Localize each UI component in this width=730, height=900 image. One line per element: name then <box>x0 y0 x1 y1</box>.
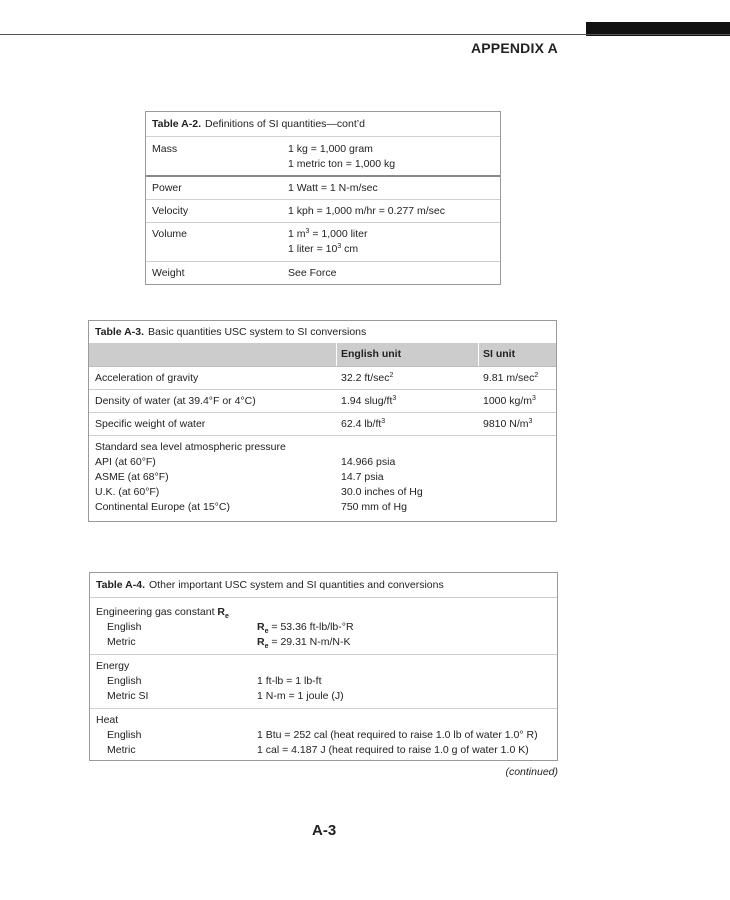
row-english: 32.2 $ft/\sec^2$ <box>341 372 394 384</box>
row-subname: Continental Europe (at 15°C) <box>95 501 230 513</box>
col-si-header: SI unit <box>483 348 516 360</box>
row-value: 1 kg = 1,000 gram <box>288 143 373 155</box>
row-name: Density of water (at 39.4°F or 4°C) <box>95 395 256 407</box>
row-value: $R_e = 53.36$ ft-lb/lb-°R <box>257 621 354 636</box>
row-value: 1 kph = 1,000 m/hr = 0.277 m/sec <box>288 205 446 217</box>
table-row <box>89 436 556 522</box>
page-number: A-3 <box>312 822 337 839</box>
table-header <box>89 343 556 367</box>
row-subname: U.K. (at 60°F) <box>95 486 160 498</box>
continued-note: (continued) <box>505 766 558 778</box>
caption-label: Table A-2. <box>152 118 202 130</box>
row-name: Volume <box>152 228 188 240</box>
caption-text: Definitions of SI quantities—cont’d <box>205 118 365 130</box>
row-value: 1 metric ton = 1,000 kg <box>288 158 396 170</box>
table-row <box>89 390 556 413</box>
row-subname: English <box>107 729 142 741</box>
table-row <box>146 177 500 200</box>
row-name: Energy <box>96 660 130 672</box>
table-row <box>146 262 500 286</box>
row-subname: English <box>107 621 142 633</box>
table-row <box>90 598 557 655</box>
table-a4-caption <box>90 573 557 598</box>
row-name: Weight <box>152 267 185 279</box>
row-english: 30.0 inches of Hg <box>341 486 423 498</box>
row-name: Power <box>152 182 182 194</box>
header-rule <box>0 34 730 35</box>
table-a2-caption <box>146 112 500 137</box>
row-name: Specific weight of water <box>95 418 206 430</box>
caption-text: Basic quantities USC system to SI conversions <box>148 326 367 338</box>
table-a4 <box>89 572 558 761</box>
row-value: 1 ft-lb = 1 lb-ft <box>257 675 322 687</box>
caption-label: Table A-4. <box>96 579 146 591</box>
col-english-header: English unit <box>341 348 402 360</box>
row-name: Acceleration of gravity <box>95 372 199 384</box>
row-name: Velocity <box>152 205 189 217</box>
table-row <box>90 655 557 709</box>
table-row <box>89 413 556 436</box>
row-english: 62.4 $lb/ft^3$ <box>341 418 386 430</box>
row-english: 1.94 slug/$ft^3$ <box>341 395 397 407</box>
caption-text: Other important USC system and SI quantities and conversions <box>149 579 444 591</box>
table-row <box>90 709 557 761</box>
row-value: 1 cal = 4.187 J (heat required to raise 1.0 g of water 1.0 K) <box>257 744 529 756</box>
caption-label: Table A-3. <box>95 326 145 338</box>
row-si: 1000 $kg/m^3$ <box>483 395 536 407</box>
row-value: See Force <box>288 267 337 279</box>
row-value: 1 Watt = 1 N-m/sec <box>288 182 378 194</box>
table-row <box>146 223 500 262</box>
row-subname: Metric <box>107 636 136 648</box>
row-subname: Metric <box>107 744 136 756</box>
row-value: 1 N-m = 1 joule (J) <box>257 690 344 702</box>
row-value: 1 Btu = 252 cal (heat required to raise 1.0 lb of water 1.0° R) <box>257 729 538 741</box>
table-row <box>146 137 500 177</box>
row-value: 1 $m^3 = 1,000$ liter <box>288 228 368 240</box>
row-value: 1 liter = $10^3$ cm <box>288 243 359 255</box>
row-subname: ASME (at 68°F) <box>95 471 169 483</box>
row-name: Mass <box>152 143 178 155</box>
row-subname: API (at 60°F) <box>95 456 156 468</box>
table-row <box>89 367 556 390</box>
table-a3-caption <box>89 321 556 343</box>
row-subname: English <box>107 675 142 687</box>
appendix-title: APPENDIX A <box>470 40 558 56</box>
table-row <box>146 200 500 223</box>
row-name: Heat <box>96 714 119 726</box>
row-si: 9810 $N/m^3$ <box>483 418 533 430</box>
row-value: $R_e = 29.31$ N-m/N-K <box>257 636 351 651</box>
row-name: Engineering gas constant $R_e$ <box>96 606 229 621</box>
row-subname: Metric SI <box>107 690 149 702</box>
table-a3 <box>88 320 557 522</box>
row-name: Standard sea level atmospheric pressure <box>95 441 286 453</box>
row-si: 9.81 $m/\sec^2$ <box>483 372 539 384</box>
row-english: 750 mm of Hg <box>341 501 407 513</box>
row-english: 14.966 psia <box>341 456 396 468</box>
table-a2 <box>145 111 501 285</box>
row-english: 14.7 psia <box>341 471 384 483</box>
